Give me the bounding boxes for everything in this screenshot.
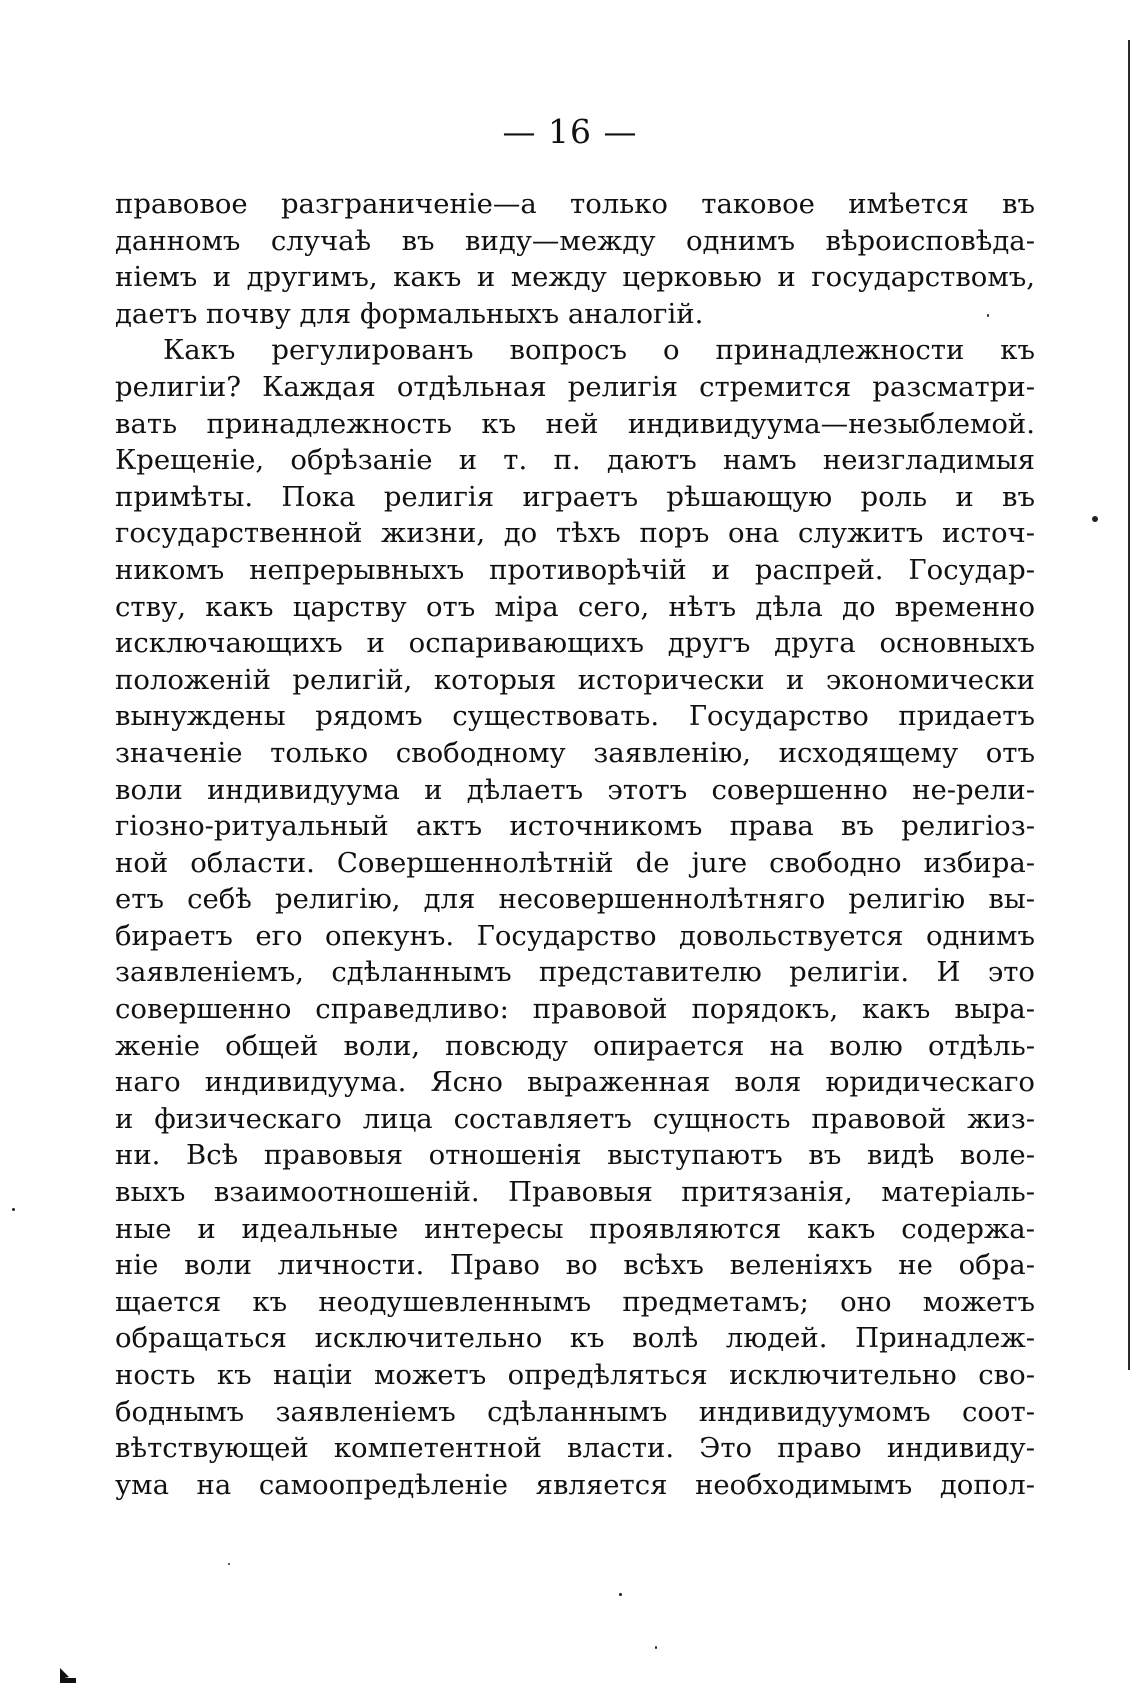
page-number: — 16 —: [502, 112, 638, 151]
text-line: примѣты. Пока религія играетъ рѣшающую роль и въ: [115, 480, 1035, 513]
text-line: исключающихъ и оспаривающихъ другъ друга основныхъ: [115, 627, 1035, 660]
body-text: [115, 186, 1035, 1503]
text-line: государственной жизни, до тѣхъ поръ она служитъ источ-: [115, 517, 1035, 550]
text-line: значеніе только свободному заявленію, исходящему отъ: [115, 736, 1035, 769]
text-line: выхъ взаимоотношеній. Правовыя притязанія, матеріаль-: [115, 1176, 1035, 1209]
text-line: правовое разграниченіе—а только таковое имѣется въ: [115, 188, 1035, 220]
text-line: воли индивидуума и дѣлаетъ этотъ совершенно не-рели-: [115, 773, 1035, 806]
text-line: Крещеніе, обрѣзаніе и т. п. даютъ намъ неизгладимыя: [115, 444, 1035, 477]
text-line: положеній религій, которыя исторически и экономически: [115, 663, 1035, 696]
scan-speck: [987, 314, 989, 317]
text-line: ніемъ и другимъ, какъ и между церковью и государствомъ,: [115, 261, 1035, 294]
text-line: вать принадлежность къ ней индивидуума—незыблемой.: [115, 407, 1035, 440]
text-line: гіозно-ритуальный актъ источникомъ права въ религіоз-: [115, 810, 1035, 843]
text-line: етъ себѣ религію, для несовершеннолѣтняго религію вы-: [115, 883, 1035, 916]
text-line: бираетъ его опекунъ. Государство довольствуется однимъ: [115, 919, 1035, 952]
text-line: вынуждены рядомъ существовать. Государство придаетъ: [115, 700, 1035, 733]
scan-speck: [655, 1646, 657, 1649]
text-line: ума на самоопредѣленіе является необходимымъ допол-: [115, 1468, 1035, 1501]
text-line: женіе общей воли, повсюду опирается на волю отдѣль-: [115, 1029, 1035, 1062]
text-line: ніе воли личности. Право во всѣхъ веленіяхъ не обра-: [115, 1249, 1035, 1282]
text-line: щается къ неодушевленнымъ предметамъ; оно можетъ: [115, 1285, 1035, 1318]
text-line: заявленіемъ, сдѣланнымъ представителю религіи. И это: [115, 956, 1035, 989]
scan-speck: [619, 1593, 622, 1596]
corner-mark-base: [60, 1678, 76, 1683]
text-line: никомъ непрерывныхъ противорѣчій и распрей. Государ-: [115, 553, 1035, 586]
text-line: ные и идеальные интересы проявляются какъ содержа-: [115, 1212, 1035, 1245]
text-line: вѣтствующей компетентной власти. Это право индивиду-: [115, 1432, 1035, 1465]
text-line: и физическаго лица составляетъ сущность правовой жиз-: [115, 1102, 1035, 1135]
text-line: обращаться исключительно къ волѣ людей. Принадлеж-: [115, 1322, 1035, 1355]
text-line: ни. Всѣ правовыя отношенія выступаютъ въ видѣ воле-: [115, 1139, 1035, 1172]
text-line: религіи? Каждая отдѣльная религія стремится разсматри-: [115, 370, 1035, 403]
scan-speck: [228, 1563, 230, 1565]
text-line: даетъ почву для формальныхъ аналогій.: [115, 297, 704, 330]
text-line: наго индивидуума. Ясно выраженная воля юридическаго: [115, 1066, 1035, 1099]
scan-speck: [1092, 516, 1098, 522]
text-line: совершенно справедливо: правовой порядокъ, какъ выра-: [115, 993, 1035, 1026]
scan-speck: [12, 1208, 15, 1211]
text-line: ной области. Совершеннолѣтній de jure свободно избира-: [115, 846, 1035, 879]
text-line: ность къ націи можетъ опредѣляться исключительно сво-: [115, 1359, 1035, 1391]
text-line: Какъ регулированъ вопросъ о принадлежности къ: [163, 334, 1035, 367]
page-edge-line: [1128, 40, 1130, 1370]
text-line: ству, какъ царству отъ міра сего, нѣтъ дѣла до временно: [115, 590, 1035, 623]
text-line: данномъ случаѣ въ виду—между однимъ вѣроисповѣда-: [115, 224, 1035, 257]
text-line: боднымъ заявленіемъ сдѣланнымъ индивидуумомъ соот-: [115, 1395, 1035, 1428]
